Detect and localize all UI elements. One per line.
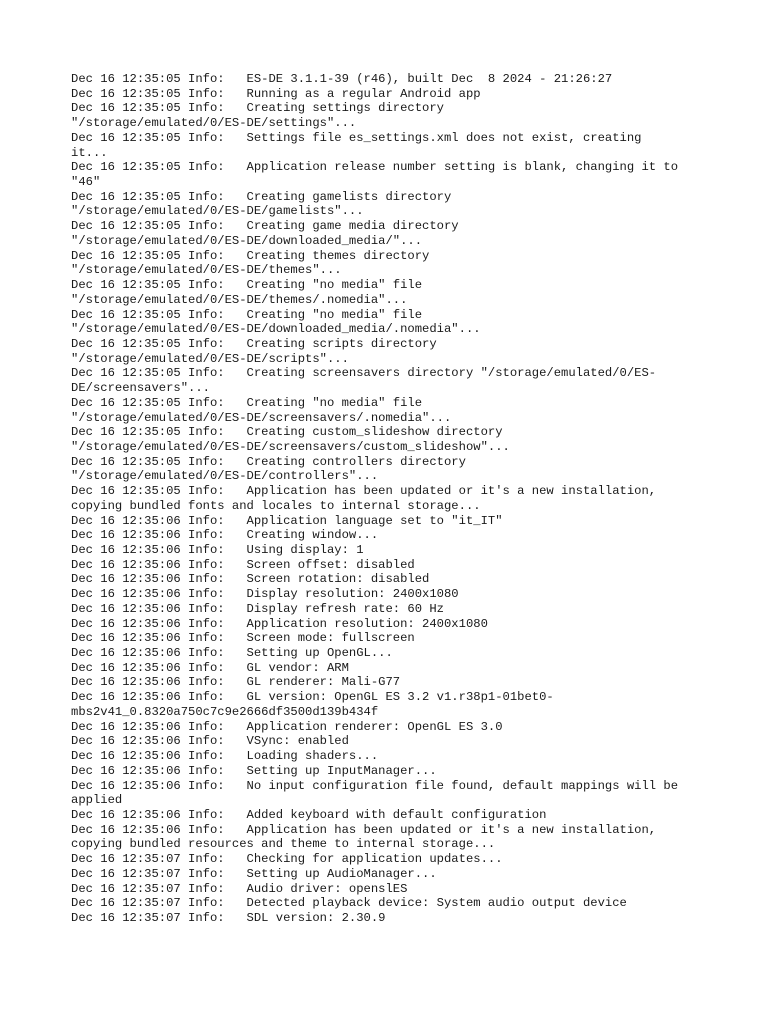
log-line: Dec 16 12:35:06 Info: No input configuration file found, default mappings will be (71, 778, 679, 793)
log-line: Dec 16 12:35:06 Info: Setting up OpenGL... (71, 646, 393, 661)
log-line: Dec 16 12:35:05 Info: Settings file es_settings.xml does not exist, creating (71, 130, 642, 145)
log-line: Dec 16 12:35:07 Info: Audio driver: openslES (71, 881, 408, 896)
log-line: Dec 16 12:35:06 Info: Application renderer: OpenGL ES 3.0 (71, 719, 503, 734)
log-line: "/storage/emulated/0/ES-DE/downloaded_media/.nomedia"... (71, 322, 481, 337)
log-line: Dec 16 12:35:07 Info: Detected playback device: System audio output device (71, 896, 627, 911)
log-line: copying bundled resources and theme to internal storage... (71, 837, 496, 852)
log-line: Dec 16 12:35:06 Info: VSync: enabled (71, 734, 349, 749)
log-line: Dec 16 12:35:06 Info: Added keyboard with default configuration (71, 807, 547, 822)
log-text (71, 72, 711, 926)
log-line: Dec 16 12:35:06 Info: Using display: 1 (71, 543, 364, 557)
log-line: "/storage/emulated/0/ES-DE/themes/.nomedia"... (71, 292, 408, 307)
log-line: Dec 16 12:35:05 Info: Creating screensavers directory "/storage/emulated/0/ES- (71, 366, 657, 381)
log-line: Dec 16 12:35:05 Info: Creating gamelists directory (71, 189, 452, 204)
log-line: Dec 16 12:35:06 Info: Creating window... (71, 528, 379, 543)
log-line: Dec 16 12:35:05 Info: Creating "no media" file (71, 307, 423, 322)
log-line: Dec 16 12:35:07 Info: SDL version: 2.30.9 (71, 910, 386, 925)
log-line: Dec 16 12:35:05 Info: Creating controllers directory (71, 454, 466, 469)
log-line: "46" (71, 175, 101, 190)
log-line: "/storage/emulated/0/ES-DE/scripts"... (71, 351, 349, 366)
log-line: Dec 16 12:35:06 Info: GL version: OpenGL ES 3.2 v1.r38p1-01bet0- (71, 690, 554, 705)
log-line: Dec 16 12:35:07 Info: Setting up AudioManager... (71, 866, 437, 881)
log-line: "/storage/emulated/0/ES-DE/downloaded_media/"... (71, 233, 423, 248)
log-line: Dec 16 12:35:06 Info: Display resolution: 2400x1080 (71, 587, 459, 602)
log-line: Dec 16 12:35:05 Info: Application release number setting is blank, changing it to (71, 160, 679, 175)
log-line: Dec 16 12:35:06 Info: GL vendor: ARM (71, 660, 349, 675)
log-line: DE/screensavers"... (71, 381, 210, 396)
log-line: Dec 16 12:35:05 Info: Creating themes directory (71, 248, 430, 263)
log-line: Dec 16 12:35:06 Info: Loading shaders... (71, 749, 379, 764)
log-line: Dec 16 12:35:06 Info: Screen offset: disabled (71, 557, 415, 572)
log-line: Dec 16 12:35:05 Info: ES-DE 3.1.1-39 (r46), built Dec 8 2024 - 21:26:27 (71, 72, 613, 86)
log-line: mbs2v41_0.8320a750c7c9e2666df3500d139b434f (71, 704, 379, 719)
log-line: Dec 16 12:35:06 Info: Screen mode: fullscreen (71, 631, 415, 646)
log-line: Dec 16 12:35:06 Info: Screen rotation: disabled (71, 572, 430, 587)
log-line: Dec 16 12:35:06 Info: GL renderer: Mali-G77 (71, 675, 401, 690)
log-line: Dec 16 12:35:05 Info: Running as a regular Android app (71, 86, 481, 101)
log-line: "/storage/emulated/0/ES-DE/themes"... (71, 263, 342, 278)
log-line: it... (71, 145, 108, 160)
log-line: "/storage/emulated/0/ES-DE/screensavers/.nomedia"... (71, 410, 452, 425)
log-line: "/storage/emulated/0/ES-DE/controllers"... (71, 469, 379, 484)
log-line: Dec 16 12:35:07 Info: Checking for application updates... (71, 852, 503, 867)
log-line: Dec 16 12:35:05 Info: Creating "no media" file (71, 395, 423, 410)
log-line: "/storage/emulated/0/ES-DE/gamelists"... (71, 204, 364, 219)
log-line: Dec 16 12:35:05 Info: Creating settings directory (71, 101, 444, 116)
log-line: Dec 16 12:35:06 Info: Application resolution: 2400x1080 (71, 616, 488, 631)
log-line: Dec 16 12:35:05 Info: Application has been updated or it's a new installation, (71, 484, 657, 499)
log-line: "/storage/emulated/0/ES-DE/settings"... (71, 116, 357, 131)
log-line: Dec 16 12:35:05 Info: Creating custom_slideshow directory (71, 425, 503, 440)
log-line: "/storage/emulated/0/ES-DE/screensavers/custom_slideshow"... (71, 439, 510, 454)
log-line: Dec 16 12:35:06 Info: Setting up InputManager... (71, 763, 437, 778)
log-line: Dec 16 12:35:06 Info: Display refresh rate: 60 Hz (71, 601, 444, 616)
log-line: Dec 16 12:35:05 Info: Creating game media directory (71, 219, 459, 234)
log-line: Dec 16 12:35:05 Info: Creating "no media" file (71, 278, 423, 293)
log-line: copying bundled fonts and locales to internal storage... (71, 498, 481, 513)
log-line: Dec 16 12:35:06 Info: Application has been updated or it's a new installation, (71, 822, 657, 837)
log-line: applied (71, 793, 123, 808)
log-line: Dec 16 12:35:05 Info: Creating scripts directory (71, 336, 437, 351)
log-line: Dec 16 12:35:06 Info: Application language set to "it_IT" (71, 513, 503, 528)
